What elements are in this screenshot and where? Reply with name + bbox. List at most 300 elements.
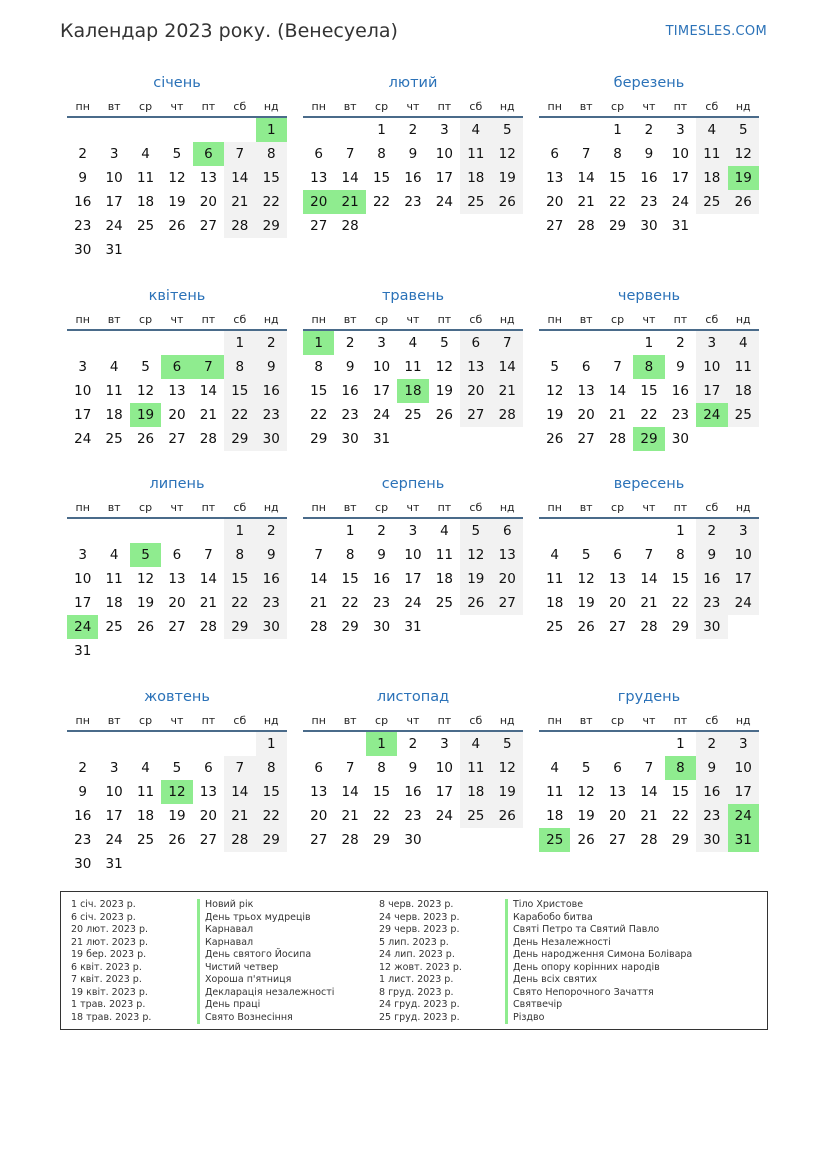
day-cell: 2 bbox=[377, 523, 386, 539]
week-row bbox=[67, 331, 287, 355]
day-cell: 25 bbox=[435, 595, 453, 611]
weekend-day-cell: 16 bbox=[256, 379, 287, 403]
holiday-date: 20 лют. 2023 р. bbox=[71, 924, 148, 935]
weekend-day-cell: 5 bbox=[728, 118, 759, 142]
week-row bbox=[303, 427, 523, 451]
week-row bbox=[67, 427, 287, 451]
day-cell: 20 bbox=[310, 808, 328, 824]
day-cell: 24 bbox=[105, 832, 123, 848]
weekend-day-cell: 29 bbox=[256, 828, 287, 852]
day-cell: 5 bbox=[141, 359, 150, 375]
day-cell: 26 bbox=[136, 619, 155, 635]
holiday-day-cell: 20 bbox=[303, 190, 334, 214]
day-cell: 2 bbox=[78, 760, 87, 776]
day-cell: 13 bbox=[168, 571, 186, 587]
weekend-day-cell: 19 bbox=[460, 567, 491, 591]
weekday-label: сб bbox=[233, 313, 247, 326]
weekday-label: нд bbox=[499, 501, 515, 514]
weekend-day-cell: 6 bbox=[492, 519, 523, 543]
weekend-day-cell: 6 bbox=[460, 331, 491, 355]
day-cell: 13 bbox=[199, 170, 217, 186]
week-row bbox=[303, 828, 523, 852]
day-cell: 13 bbox=[546, 170, 564, 186]
day-cell: 6 bbox=[314, 146, 323, 162]
empty-day-cell bbox=[130, 852, 161, 876]
weekday-label: чт bbox=[642, 501, 656, 514]
empty-day-cell bbox=[602, 331, 633, 355]
legend-entry bbox=[71, 949, 334, 962]
day-cell: 9 bbox=[377, 547, 386, 563]
holiday-date: 19 квіт. 2023 р. bbox=[71, 986, 148, 998]
week-row bbox=[539, 118, 759, 142]
day-cell: 11 bbox=[546, 784, 564, 800]
weekday-label: вт bbox=[107, 714, 121, 727]
holiday-day-cell: 19 bbox=[728, 166, 759, 190]
weekday-label: чт bbox=[642, 100, 656, 113]
day-cell: 16 bbox=[404, 784, 422, 800]
holiday-date: 8 черв. 2023 р. bbox=[379, 899, 454, 910]
day-cell: 26 bbox=[136, 431, 155, 447]
legend-entry bbox=[379, 987, 692, 1000]
empty-day-cell bbox=[130, 238, 161, 262]
day-cell: 10 bbox=[74, 383, 92, 399]
weekend-day-cell: 23 bbox=[696, 591, 727, 615]
day-cell: 18 bbox=[136, 808, 155, 824]
legend-entry bbox=[379, 937, 692, 950]
day-cell: 10 bbox=[671, 146, 689, 162]
legend-entry bbox=[379, 999, 692, 1012]
empty-day-cell bbox=[193, 732, 224, 756]
empty-day-cell bbox=[193, 639, 224, 663]
day-cell: 20 bbox=[199, 808, 217, 824]
day-cell: 4 bbox=[550, 760, 559, 776]
week-row bbox=[303, 190, 523, 214]
day-cell: 15 bbox=[372, 170, 391, 186]
weekend-day-cell: 4 bbox=[460, 118, 491, 142]
week-row bbox=[303, 379, 523, 403]
holiday-date: 5 лип. 2023 р. bbox=[379, 936, 449, 948]
empty-day-cell bbox=[602, 732, 633, 756]
empty-day-cell bbox=[98, 118, 129, 142]
day-cell: 27 bbox=[199, 832, 217, 848]
weekend-day-cell: 10 bbox=[728, 756, 759, 780]
day-cell: 28 bbox=[341, 832, 359, 848]
holiday-date: 29 черв. 2023 р. bbox=[379, 924, 460, 935]
weekday-label: вт bbox=[107, 313, 121, 326]
empty-day-cell bbox=[256, 639, 287, 663]
weekday-label: нд bbox=[735, 100, 751, 113]
empty-day-cell bbox=[570, 732, 601, 756]
day-cell: 27 bbox=[546, 218, 564, 234]
weekend-day-cell: 18 bbox=[460, 780, 491, 804]
month-name: січень bbox=[153, 75, 201, 91]
weekday-label: вт bbox=[343, 313, 357, 326]
weekday-label: ср bbox=[375, 714, 389, 727]
day-cell: 8 bbox=[377, 146, 386, 162]
holiday-date: 1 січ. 2023 р. bbox=[71, 899, 136, 910]
holiday-name: День святого Йосипа bbox=[197, 949, 311, 962]
week-row bbox=[539, 379, 759, 403]
day-cell: 3 bbox=[408, 523, 418, 539]
day-cell: 9 bbox=[644, 146, 654, 162]
weekend-day-cell: 21 bbox=[492, 379, 523, 403]
day-cell: 28 bbox=[640, 832, 658, 848]
weekday-label: ср bbox=[611, 100, 625, 113]
day-cell: 24 bbox=[372, 407, 391, 423]
weekend-day-cell: 15 bbox=[256, 780, 287, 804]
holiday-day-cell: 24 bbox=[728, 804, 759, 828]
empty-day-cell bbox=[429, 615, 460, 639]
day-cell: 29 bbox=[372, 832, 391, 848]
weekend-day-cell: 1 bbox=[256, 732, 287, 756]
month-name: липень bbox=[149, 476, 205, 492]
holiday-name: Святі Петро та Святий Павло bbox=[505, 924, 659, 937]
weekend-day-cell: 26 bbox=[460, 591, 491, 615]
legend-entry bbox=[71, 999, 334, 1012]
empty-day-cell bbox=[224, 118, 255, 142]
week-row bbox=[67, 238, 287, 262]
week-row bbox=[67, 519, 287, 543]
weekend-day-cell: 7 bbox=[492, 331, 523, 355]
day-cell: 5 bbox=[581, 760, 591, 776]
weekday-label: вт bbox=[579, 100, 593, 113]
day-cell: 3 bbox=[440, 736, 449, 752]
week-row bbox=[67, 732, 287, 756]
day-cell: 30 bbox=[404, 832, 422, 848]
empty-day-cell bbox=[193, 118, 224, 142]
day-cell: 9 bbox=[676, 359, 685, 375]
day-cell: 28 bbox=[640, 619, 658, 635]
holiday-name: Свято Непорочного Зачаття bbox=[505, 987, 654, 1000]
day-cell: 28 bbox=[577, 218, 595, 234]
weekday-label: чт bbox=[406, 501, 420, 514]
day-cell: 28 bbox=[608, 431, 627, 447]
weekday-label: вт bbox=[107, 100, 121, 113]
empty-day-cell bbox=[460, 427, 491, 451]
holiday-day-cell: 1 bbox=[303, 331, 334, 355]
weekday-label: пн bbox=[547, 501, 562, 514]
holiday-date: 12 жовт. 2023 р. bbox=[379, 961, 462, 973]
day-cell: 23 bbox=[341, 407, 359, 423]
holiday-date: 6 квіт. 2023 р. bbox=[71, 961, 142, 973]
day-cell: 27 bbox=[608, 832, 627, 848]
weekend-day-cell: 8 bbox=[256, 142, 287, 166]
empty-day-cell bbox=[67, 331, 98, 355]
holiday-name: Чистий четвер bbox=[197, 962, 278, 975]
empty-day-cell bbox=[67, 732, 98, 756]
month-block bbox=[67, 684, 287, 876]
day-cell: 5 bbox=[440, 335, 449, 351]
holiday-date: 21 лют. 2023 р. bbox=[71, 936, 148, 948]
weekday-label: чт bbox=[642, 714, 656, 727]
day-cell: 26 bbox=[168, 218, 186, 234]
day-cell: 6 bbox=[613, 760, 622, 776]
weekend-day-cell: 9 bbox=[696, 543, 727, 567]
day-cell: 12 bbox=[136, 571, 155, 587]
weekday-label: нд bbox=[735, 501, 751, 514]
weekend-day-cell: 23 bbox=[256, 403, 287, 427]
day-cell: 22 bbox=[671, 808, 689, 824]
day-cell: 12 bbox=[546, 383, 564, 399]
day-cell: 10 bbox=[74, 571, 92, 587]
empty-day-cell bbox=[130, 519, 161, 543]
day-cell: 15 bbox=[640, 383, 658, 399]
day-cell: 5 bbox=[550, 359, 559, 375]
holiday-day-cell: 18 bbox=[397, 379, 428, 403]
week-row bbox=[303, 214, 523, 238]
day-cell: 23 bbox=[74, 218, 92, 234]
weekend-day-cell: 17 bbox=[728, 567, 759, 591]
day-cell: 11 bbox=[105, 383, 123, 399]
month-name: листопад bbox=[376, 689, 450, 705]
weekday-label: нд bbox=[263, 501, 279, 514]
week-row bbox=[539, 190, 759, 214]
legend-entry bbox=[71, 1012, 334, 1025]
day-cell: 16 bbox=[640, 170, 658, 186]
empty-day-cell bbox=[460, 615, 491, 639]
day-cell: 13 bbox=[310, 170, 328, 186]
day-cell: 19 bbox=[168, 808, 186, 824]
empty-day-cell bbox=[161, 732, 192, 756]
holiday-day-cell: 1 bbox=[366, 732, 397, 756]
week-row bbox=[67, 615, 287, 639]
weekend-day-cell: 15 bbox=[256, 166, 287, 190]
day-cell: 12 bbox=[435, 359, 453, 375]
month-name: червень bbox=[617, 288, 681, 304]
day-cell: 15 bbox=[310, 383, 328, 399]
month-block bbox=[67, 471, 287, 663]
day-cell: 19 bbox=[435, 383, 453, 399]
day-cell: 13 bbox=[608, 784, 627, 800]
week-row bbox=[67, 639, 287, 663]
day-cell: 14 bbox=[608, 383, 627, 399]
day-cell: 20 bbox=[168, 595, 186, 611]
weekday-label: нд bbox=[263, 313, 279, 326]
month-block bbox=[539, 471, 759, 639]
day-cell: 6 bbox=[172, 547, 182, 563]
weekday-label: ср bbox=[375, 100, 389, 113]
day-cell: 25 bbox=[136, 218, 155, 234]
weekday-label: ср bbox=[611, 313, 625, 326]
empty-day-cell bbox=[130, 331, 161, 355]
weekday-label: пн bbox=[311, 714, 326, 727]
day-cell: 6 bbox=[550, 146, 559, 162]
day-cell: 22 bbox=[671, 595, 689, 611]
weekend-day-cell: 2 bbox=[256, 331, 287, 355]
weekend-day-cell: 15 bbox=[224, 567, 255, 591]
day-cell: 30 bbox=[74, 856, 92, 872]
day-cell: 17 bbox=[435, 784, 453, 800]
empty-day-cell bbox=[303, 519, 334, 543]
weekday-label: нд bbox=[263, 100, 279, 113]
weekday-label: сб bbox=[233, 501, 247, 514]
weekend-day-cell: 12 bbox=[492, 142, 523, 166]
weekend-day-cell: 29 bbox=[256, 214, 287, 238]
weekend-day-cell: 21 bbox=[224, 804, 255, 828]
weekday-label: чт bbox=[170, 313, 184, 326]
weekend-day-cell: 15 bbox=[224, 379, 255, 403]
weekday-label: ср bbox=[139, 313, 153, 326]
day-cell: 8 bbox=[345, 547, 355, 563]
weekend-day-cell: 14 bbox=[492, 355, 523, 379]
week-row bbox=[539, 828, 759, 852]
empty-day-cell bbox=[161, 238, 192, 262]
weekend-day-cell: 22 bbox=[256, 804, 287, 828]
weekday-label: вт bbox=[579, 313, 593, 326]
day-cell: 7 bbox=[581, 146, 591, 162]
empty-day-cell bbox=[256, 238, 287, 262]
weekday-label: нд bbox=[735, 714, 751, 727]
weekday-label: ср bbox=[375, 313, 389, 326]
weekend-day-cell: 5 bbox=[460, 519, 491, 543]
holiday-day-cell: 5 bbox=[130, 543, 161, 567]
weekday-label: пн bbox=[547, 313, 562, 326]
weekend-day-cell: 20 bbox=[460, 379, 491, 403]
empty-day-cell bbox=[224, 639, 255, 663]
holiday-day-cell: 21 bbox=[334, 190, 365, 214]
empty-day-cell bbox=[161, 852, 192, 876]
weekend-day-cell: 17 bbox=[696, 379, 727, 403]
day-cell: 26 bbox=[577, 832, 595, 848]
day-cell: 3 bbox=[109, 146, 119, 162]
day-cell: 6 bbox=[204, 760, 213, 776]
empty-day-cell bbox=[130, 732, 161, 756]
weekend-day-cell: 30 bbox=[696, 615, 727, 639]
weekend-day-cell: 22 bbox=[224, 403, 255, 427]
empty-day-cell bbox=[193, 331, 224, 355]
day-cell: 4 bbox=[141, 760, 150, 776]
day-cell: 2 bbox=[644, 122, 654, 138]
month-block bbox=[67, 283, 287, 451]
holiday-name: День трьох мудреців bbox=[197, 912, 311, 925]
empty-day-cell bbox=[429, 828, 460, 852]
week-row bbox=[67, 403, 287, 427]
day-cell: 17 bbox=[404, 571, 422, 587]
month-name: лютий bbox=[388, 75, 438, 91]
weekend-day-cell: 19 bbox=[492, 166, 523, 190]
day-cell: 22 bbox=[372, 808, 391, 824]
day-cell: 30 bbox=[74, 242, 92, 258]
day-cell: 29 bbox=[671, 619, 689, 635]
weekend-day-cell: 25 bbox=[728, 403, 759, 427]
day-cell: 6 bbox=[581, 359, 591, 375]
site-link[interactable]: TIMESLES.COM bbox=[665, 24, 767, 39]
day-cell: 10 bbox=[404, 547, 422, 563]
empty-day-cell bbox=[193, 852, 224, 876]
legend-entry bbox=[379, 899, 692, 912]
holiday-name: День Незалежності bbox=[505, 937, 611, 950]
weekday-label: чт bbox=[406, 100, 420, 113]
day-cell: 20 bbox=[608, 595, 627, 611]
empty-day-cell bbox=[67, 519, 98, 543]
legend-column-right bbox=[379, 899, 692, 1024]
day-cell: 18 bbox=[546, 595, 564, 611]
empty-day-cell bbox=[728, 427, 759, 451]
day-cell: 14 bbox=[310, 571, 328, 587]
weekday-label: сб bbox=[705, 313, 719, 326]
weekend-day-cell: 4 bbox=[696, 118, 727, 142]
weekend-day-cell: 11 bbox=[460, 756, 491, 780]
legend-entry bbox=[379, 1012, 692, 1025]
day-cell: 26 bbox=[546, 431, 564, 447]
day-cell: 1 bbox=[613, 122, 622, 138]
day-cell: 8 bbox=[676, 547, 685, 563]
day-cell: 13 bbox=[310, 784, 328, 800]
weekend-day-cell: 7 bbox=[224, 756, 255, 780]
weekday-label: пт bbox=[437, 313, 452, 326]
week-row bbox=[303, 543, 523, 567]
weekday-label: вт bbox=[343, 714, 357, 727]
weekend-day-cell: 29 bbox=[224, 615, 255, 639]
holiday-date: 6 січ. 2023 р. bbox=[71, 911, 136, 923]
week-row bbox=[303, 756, 523, 780]
holiday-name: День народження Симона Болівара bbox=[505, 949, 692, 962]
weekend-day-cell: 19 bbox=[492, 780, 523, 804]
day-cell: 29 bbox=[341, 619, 359, 635]
weekend-day-cell: 25 bbox=[460, 804, 491, 828]
weekend-day-cell: 30 bbox=[696, 828, 727, 852]
empty-day-cell bbox=[98, 331, 129, 355]
week-row bbox=[67, 355, 287, 379]
weekend-day-cell: 8 bbox=[224, 543, 255, 567]
holiday-day-cell: 31 bbox=[728, 828, 759, 852]
day-cell: 21 bbox=[608, 407, 627, 423]
weekday-label: чт bbox=[170, 100, 184, 113]
weekday-label: нд bbox=[263, 714, 279, 727]
day-cell: 14 bbox=[341, 784, 359, 800]
month-block bbox=[539, 684, 759, 852]
weekday-header bbox=[67, 96, 287, 118]
empty-day-cell bbox=[161, 519, 192, 543]
day-cell: 17 bbox=[105, 194, 123, 210]
weekend-day-cell: 16 bbox=[256, 567, 287, 591]
day-cell: 17 bbox=[74, 407, 92, 423]
day-cell: 7 bbox=[204, 547, 213, 563]
day-cell: 7 bbox=[345, 146, 355, 162]
day-cell: 24 bbox=[105, 218, 123, 234]
day-cell: 7 bbox=[644, 547, 654, 563]
week-row bbox=[303, 331, 523, 355]
weekday-label: пт bbox=[673, 313, 688, 326]
weekend-day-cell: 30 bbox=[256, 427, 287, 451]
week-row bbox=[303, 403, 523, 427]
day-cell: 21 bbox=[640, 595, 658, 611]
weekday-label: пн bbox=[75, 501, 90, 514]
holiday-day-cell: 29 bbox=[633, 427, 664, 451]
empty-day-cell bbox=[256, 852, 287, 876]
weekday-label: пт bbox=[437, 714, 452, 727]
holiday-day-cell: 6 bbox=[193, 142, 224, 166]
weekday-label: пт bbox=[201, 501, 216, 514]
day-cell: 16 bbox=[341, 383, 359, 399]
weekend-day-cell: 10 bbox=[696, 355, 727, 379]
day-cell: 30 bbox=[640, 218, 658, 234]
weekend-day-cell: 1 bbox=[224, 331, 255, 355]
empty-day-cell bbox=[492, 427, 523, 451]
day-cell: 31 bbox=[105, 242, 123, 258]
weekend-day-cell: 22 bbox=[224, 591, 255, 615]
weekend-day-cell: 29 bbox=[224, 427, 255, 451]
day-cell: 8 bbox=[377, 760, 386, 776]
month-block bbox=[303, 283, 523, 451]
month-name: вересень bbox=[613, 476, 685, 492]
weekday-header bbox=[539, 96, 759, 118]
weekday-label: сб bbox=[705, 100, 719, 113]
day-cell: 25 bbox=[136, 832, 155, 848]
holiday-name: Тіло Христове bbox=[505, 899, 583, 912]
weekday-header bbox=[67, 309, 287, 331]
weekend-day-cell: 25 bbox=[696, 190, 727, 214]
